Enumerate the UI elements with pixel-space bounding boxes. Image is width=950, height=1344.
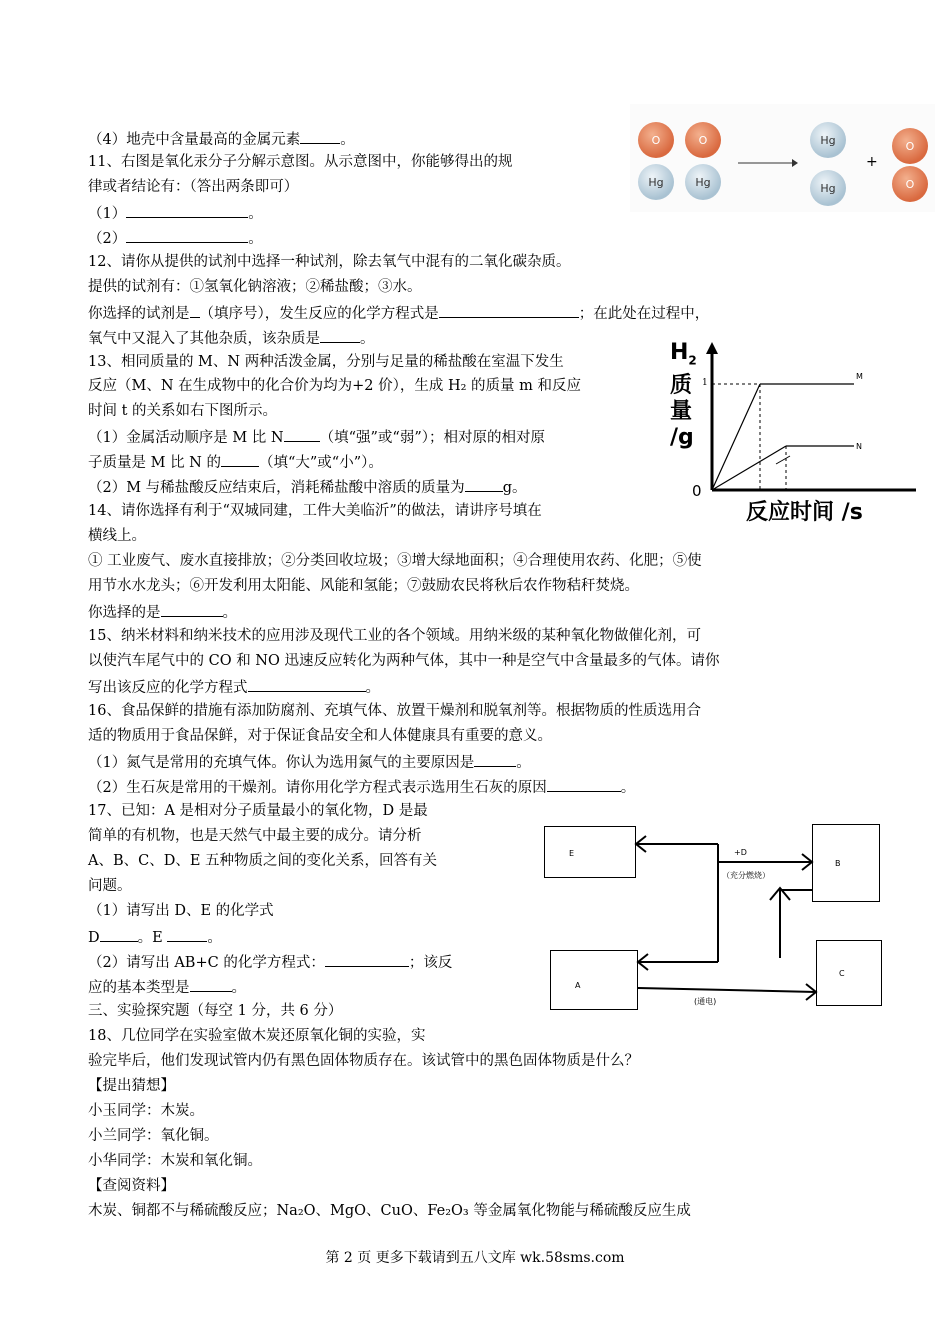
- answer-blank[interactable]: [126, 202, 248, 218]
- line-pre: 你选择的试剂是: [88, 306, 190, 322]
- line-post: 。: [222, 605, 237, 621]
- line-post: 。: [340, 132, 355, 148]
- line-pre: 【提出猜想】: [88, 1078, 175, 1094]
- line-pre: 以使汽车尾气中的 CO 和 NO 迅速反应转化为两种气体，其中一种是空气中含量最多的气体。请你: [88, 653, 720, 669]
- line-post: （填“强”或“弱”）；相对原的相对原: [319, 430, 545, 446]
- line-post: （填“大”或“小”）。: [258, 455, 383, 471]
- text-line: [88, 1076, 175, 1096]
- curve-m-label: M: [856, 372, 863, 381]
- mercury-atom: Hg: [685, 164, 721, 200]
- line-pre: （2）M 与稀盐酸反应结束后，消耗稀盐酸中溶质的质量为: [88, 480, 465, 496]
- line-pre: D: [88, 930, 100, 946]
- line-pre: 14、请你选择有利于“双城同建，工件大美临沂”的做法，请讲序号填在: [88, 503, 542, 519]
- box-c: C: [816, 940, 882, 1006]
- text-line: [88, 1126, 219, 1146]
- text-line: [88, 876, 132, 896]
- x-axis-label: 反应时间 /s: [746, 500, 863, 525]
- box-e: E: [544, 826, 636, 878]
- text-line: [88, 576, 639, 596]
- line-pre: 三、实验探究题（每空 1 分，共 6 分）: [88, 1003, 343, 1019]
- mercury-atom: Hg: [638, 164, 674, 200]
- text-line: [88, 601, 237, 623]
- oxygen-atom: O: [892, 166, 928, 202]
- line-pre: 12、请你从提供的试剂中选择一种试剂，除去氧气中混有的二氧化碳杂质。: [88, 254, 571, 270]
- line-post: ；该反: [408, 955, 453, 971]
- mercury-atom: Hg: [810, 122, 846, 158]
- line-pre: 简单的有机物，也是天然气中最主要的成分。请分析: [88, 828, 422, 844]
- line-pre: 16、食品保鲜的措施有添加防腐剂、充填气体、放置干燥剂和脱氧剂等。根据物质的性质选用合: [88, 703, 701, 719]
- line-post: 。: [365, 680, 380, 696]
- answer-blank[interactable]: [465, 476, 503, 492]
- text-line: [88, 676, 380, 698]
- text-line: [88, 526, 146, 546]
- curve-n-label: N: [856, 442, 862, 451]
- text-line: [88, 376, 581, 396]
- text-line: [88, 451, 383, 473]
- answer-blank[interactable]: [547, 776, 621, 792]
- text-line: [88, 976, 246, 998]
- y-axis-label: $H_2$ 质 量 /g: [670, 340, 697, 451]
- text-line: [88, 1051, 639, 1071]
- line-pre: 13、相同质量的 M、N 两种活泼金属，分别与足量的稀盐酸在室温下发生: [88, 354, 564, 370]
- line-pre: 问题。: [88, 878, 132, 894]
- text-line: [88, 626, 701, 646]
- line-pre: 小玉同学：木炭。: [88, 1103, 204, 1119]
- line-pre: 提供的试剂有：①氢氧化钠溶液；②稀盐酸；③水。: [88, 279, 422, 295]
- text-line: [88, 651, 720, 671]
- answer-blank[interactable]: [221, 451, 259, 467]
- line-pre: 氧气中又混入了其他杂质，该杂质是: [88, 331, 320, 347]
- text-line: [88, 851, 437, 871]
- oxygen-atom: O: [892, 128, 928, 164]
- y-tick-label: 1: [702, 378, 708, 388]
- text-line: [88, 926, 222, 948]
- flow-arrows: [544, 822, 884, 1012]
- line-pre: （2）生石灰是常用的干燥剂。请你用化学方程式表示选用生石灰的原因: [88, 780, 547, 796]
- text-line: [88, 252, 570, 272]
- line-post: 。: [620, 780, 636, 796]
- line-post: 。: [231, 980, 246, 996]
- answer-blank[interactable]: [300, 128, 340, 144]
- line-post: 。: [248, 231, 263, 247]
- oxygen-atom: O: [638, 122, 674, 158]
- answer-blank[interactable]: [161, 601, 223, 617]
- line-pre: 律或者结论有：（答出两条即可）: [88, 179, 299, 195]
- line-pre: 小华同学：木炭和氧化铜。: [88, 1153, 262, 1169]
- line-pre: 11、右图是氧化汞分子分解示意图。从示意图中，你能够得出的规: [88, 154, 513, 170]
- burn-label: （充分燃烧）: [722, 871, 770, 880]
- answer-blank[interactable]: [284, 426, 320, 442]
- line-pre: 17、已知：A 是相对分子质量最小的氧化物，D 是最: [88, 803, 428, 819]
- text-line: [88, 177, 298, 197]
- text-line: [88, 152, 512, 172]
- line-post: 。: [516, 755, 531, 771]
- line-pre: 横线上。: [88, 528, 146, 544]
- answer-blank[interactable]: [325, 951, 409, 967]
- text-line: [88, 951, 452, 973]
- answer-blank[interactable]: [474, 751, 516, 767]
- line-pre: 写出该反应的化学方程式: [88, 680, 248, 696]
- line-pre: 【查阅资料】: [88, 1178, 175, 1194]
- text-line: [88, 277, 422, 297]
- answer-blank[interactable]: [190, 976, 232, 992]
- reaction-arrow-icon: [738, 157, 798, 169]
- text-line: [88, 1101, 204, 1121]
- line-post: （填序号），发生反应的化学方程式是: [199, 306, 439, 322]
- line-pre: ① 工业废气、废水直接排放；②分类回收垃圾；③增大绿地面积；④合理使用农药、化肥；⑤使: [88, 553, 702, 569]
- text-line: [88, 776, 635, 798]
- origin-label: 0: [692, 482, 702, 500]
- line-pre: 你选择的是: [88, 605, 161, 621]
- line-pre: 验完毕后，他们发现试管内仍有黑色固体物质存在。该试管中的黑色固体物质是什么？: [88, 1053, 639, 1069]
- electrolysis-label: (通电): [694, 997, 717, 1006]
- line-pre: 小兰同学：氧化铜。: [88, 1128, 219, 1144]
- line-pre: （1）: [88, 206, 127, 222]
- line-pre: （1）氮气是常用的充填气体。你认为选用氮气的主要原因是: [88, 755, 475, 771]
- text-line: [88, 476, 526, 498]
- text-line: [88, 426, 545, 448]
- line-pre: A、B、C、D、E 五种物质之间的变化关系，回答有关: [88, 853, 438, 869]
- line-pre: 时间 t 的关系如右下图所示。: [88, 403, 278, 419]
- answer-blank[interactable]: [167, 926, 207, 942]
- answer-blank[interactable]: [320, 327, 360, 343]
- line-pre: 应的基本类型是: [88, 980, 190, 996]
- line-post: g。: [502, 480, 527, 496]
- plus-d-label: +D: [734, 848, 747, 857]
- box-b: B: [812, 824, 880, 902]
- text-line: [88, 302, 709, 324]
- text-line: [88, 551, 702, 571]
- line-pre: 木炭、铜都不与稀硫酸反应；Na₂O、MgO、CuO、Fe₂O₃ 等金属氧化物能与稀硫酸反应生成: [88, 1203, 691, 1219]
- line-post: 。: [360, 331, 375, 347]
- text-line: [88, 202, 263, 224]
- line-pre: 适的物质用于食品保鲜，对于保证食品安全和人体健康具有重要的意义。: [88, 728, 552, 744]
- line-pre: （2）: [88, 231, 127, 247]
- text-line: [88, 701, 701, 721]
- line-pre: 反应（M、N 在生成物中的化合价为均为+2 价），生成 H₂ 的质量 m 和反应: [88, 378, 582, 394]
- line-post2: ；在此处在过程中，: [578, 306, 710, 322]
- text-line: [88, 1201, 691, 1221]
- line-pre: 用节水水龙头；⑥开发利用太阳能、风能和氢能；⑦鼓励农民将秋后农作物秸秆焚烧。: [88, 578, 639, 594]
- line-pre: （2）请写出 AB+C 的化学方程式：: [88, 955, 325, 971]
- text-line: [88, 801, 428, 821]
- substance-flow-diagram: [544, 822, 884, 1012]
- answer-blank[interactable]: [248, 676, 366, 692]
- line-post2: 。: [207, 930, 222, 946]
- line-pre: 子质量是 M 比 N 的: [88, 455, 221, 471]
- text-line: [88, 327, 375, 349]
- h2-mass-time-graph: [664, 340, 924, 525]
- line-pre: 18、几位同学在实验室做木炭还原氧化铜的实验，实: [88, 1028, 426, 1044]
- text-line: [88, 826, 422, 846]
- line-pre: 15、纳米材料和纳米技术的应用涉及现代工业的各个领域。用纳米级的某种氧化物做催化剂，可: [88, 628, 701, 644]
- text-line: [88, 501, 542, 521]
- line-pre: （1）金属活动顺序是 M 比 N: [88, 430, 284, 446]
- line-pre: （1）请写出 D、E 的化学式: [88, 903, 274, 919]
- text-line: [88, 1176, 175, 1196]
- answer-blank[interactable]: [439, 302, 579, 318]
- answer-blank[interactable]: [126, 227, 248, 243]
- box-a: A: [550, 950, 638, 1010]
- mercury-atom: Hg: [810, 170, 846, 206]
- text-line: [88, 1026, 425, 1046]
- line-post: 。E: [137, 930, 168, 946]
- plus-sign: +: [866, 154, 878, 170]
- molecule-decomposition-figure: [630, 104, 935, 212]
- oxygen-atom: O: [685, 122, 721, 158]
- text-line: [88, 726, 552, 746]
- text-line: [88, 751, 531, 773]
- answer-blank[interactable]: [190, 302, 200, 318]
- page-footer: 第 2 页 更多下载请到五八文库 wk.58sms.com: [325, 1250, 625, 1266]
- answer-blank[interactable]: [100, 926, 138, 942]
- line-post: 。: [248, 206, 263, 222]
- text-line: [88, 352, 564, 372]
- text-line: [88, 128, 355, 150]
- text-line: [88, 1001, 342, 1021]
- text-line: [88, 401, 277, 421]
- text-line: [88, 227, 263, 249]
- text-line: [88, 901, 274, 921]
- text-line: [88, 1151, 262, 1171]
- line-pre: （4）地壳中含量最高的金属元素: [88, 132, 301, 148]
